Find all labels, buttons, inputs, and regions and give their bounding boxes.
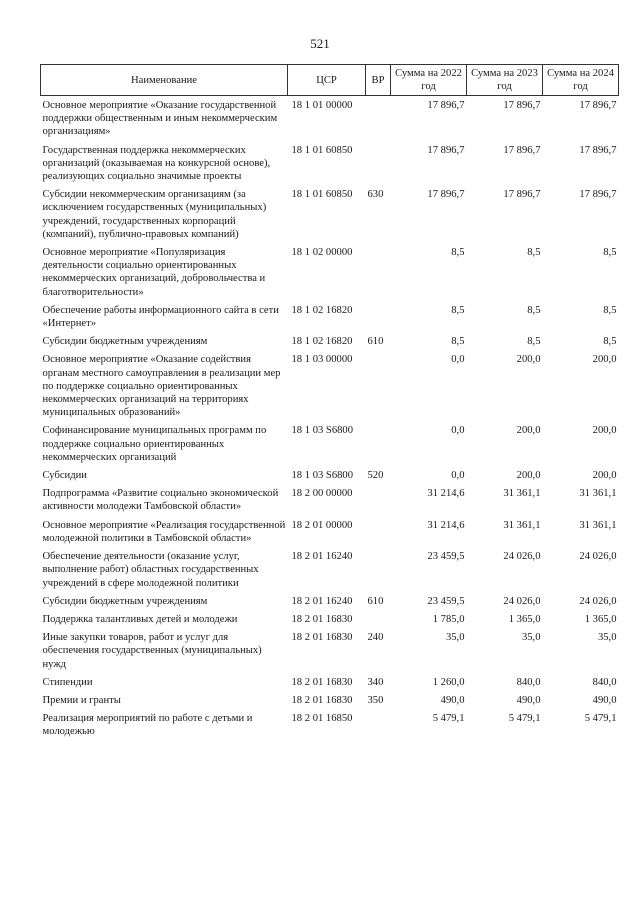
row-sum-2024: 17 896,7 <box>579 144 617 156</box>
row-sum-2023: 17 896,7 <box>503 189 541 201</box>
row-name: Реализация мероприятий по работе с детьми и молодежью <box>42 713 253 738</box>
row-csr: 18 2 01 16830 <box>291 632 353 644</box>
row-name: Премии и гранты <box>42 694 121 706</box>
row-csr: 18 1 03 00000 <box>291 354 353 366</box>
row-sum-2023: 31 361,1 <box>503 519 541 531</box>
row-sum-2024: 490,0 <box>592 694 617 706</box>
row-csr: 18 1 02 16820 <box>291 304 353 316</box>
row-sum-2024: 8,5 <box>603 304 617 316</box>
table-row <box>41 96 619 141</box>
row-sum-2022: 17 896,7 <box>427 189 465 201</box>
table-row <box>41 691 619 709</box>
row-sum-2023: 31 361,1 <box>503 488 541 500</box>
table-row <box>41 141 619 186</box>
table-row <box>41 516 619 547</box>
row-name: Основное мероприятие «Популяризация деятельности социально ориентированных некоммерческих организаций, добровольчества и благотворительности» <box>42 247 266 298</box>
row-vr <box>366 547 391 592</box>
row-csr: 18 2 00 00000 <box>291 488 353 500</box>
row-vr <box>366 484 391 515</box>
row-name: Иные закупки товаров, работ и услуг для обеспечения государственных (муниципальных) нужд <box>42 632 262 670</box>
row-sum-2024: 17 896,7 <box>579 100 617 111</box>
row-sum-2022: 8,5 <box>451 247 465 259</box>
table-row <box>41 421 619 466</box>
row-sum-2022: 0,0 <box>451 470 465 482</box>
table-row <box>41 709 619 740</box>
row-sum-2024: 1 365,0 <box>584 613 617 625</box>
row-csr: 18 2 01 16240 <box>291 595 353 607</box>
row-name: Основное мероприятие «Оказание государственной поддержки общественным и иным некоммерческим организациям» <box>42 100 278 138</box>
row-name: Поддержка талантливых детей и молодежи <box>42 613 238 625</box>
row-name: Государственная поддержка некоммерческих организаций (оказываемая на конкурсной основе), реализующих социально значимые проекты <box>42 144 271 183</box>
table-row <box>41 547 619 592</box>
header-csr: ЦСР <box>288 65 366 96</box>
row-sum-2024: 8,5 <box>603 247 617 259</box>
row-sum-2023: 200,0 <box>516 354 541 366</box>
row-sum-2024: 31 361,1 <box>579 488 617 500</box>
row-sum-2024: 8,5 <box>603 336 617 348</box>
row-sum-2024: 31 361,1 <box>579 519 617 531</box>
row-sum-2022: 1 785,0 <box>432 613 465 625</box>
header-name: Наименование <box>41 65 288 96</box>
row-name: Субсидии бюджетным учреждениям <box>42 595 208 607</box>
row-sum-2022: 23 459,5 <box>427 551 465 563</box>
row-csr: 18 1 01 60850 <box>291 144 353 156</box>
row-vr <box>366 709 391 740</box>
row-csr: 18 1 03 S6800 <box>291 470 354 482</box>
table-row <box>41 592 619 610</box>
table-row <box>41 301 619 332</box>
row-sum-2024: 24 026,0 <box>579 551 617 563</box>
row-vr <box>366 141 391 186</box>
row-sum-2023: 200,0 <box>516 470 541 482</box>
row-vr: 630 <box>367 189 384 201</box>
row-name: Основное мероприятие «Реализация государственной молодежной политики в Тамбовской области» <box>42 519 286 544</box>
row-sum-2023: 17 896,7 <box>503 100 541 111</box>
budget-table <box>40 64 619 741</box>
row-sum-2023: 200,0 <box>516 425 541 437</box>
header-sum-2023: Сумма на 2023 год <box>467 65 543 96</box>
table-row <box>41 673 619 691</box>
row-csr: 18 2 01 16830 <box>291 676 353 688</box>
table-row <box>41 243 619 301</box>
row-csr: 18 2 01 16850 <box>291 713 353 725</box>
row-name: Стипендии <box>42 676 93 688</box>
row-csr: 18 1 02 16820 <box>291 336 353 348</box>
row-sum-2022: 23 459,5 <box>427 595 465 607</box>
table-row <box>41 628 619 673</box>
row-csr: 18 1 03 S6800 <box>291 425 354 437</box>
row-sum-2022: 8,5 <box>451 304 465 316</box>
row-sum-2022: 35,0 <box>445 632 465 644</box>
row-vr <box>366 610 391 628</box>
row-sum-2023: 8,5 <box>527 336 541 348</box>
row-vr: 610 <box>367 595 384 607</box>
row-sum-2023: 840,0 <box>516 676 541 688</box>
row-sum-2022: 17 896,7 <box>427 100 465 111</box>
row-sum-2023: 24 026,0 <box>503 551 541 563</box>
row-csr: 18 2 01 00000 <box>291 519 353 531</box>
row-name: Софинансирование муниципальных программ по поддержке социально ориентированных некоммерческих организаций <box>42 425 267 463</box>
row-sum-2024: 200,0 <box>592 425 617 437</box>
row-vr <box>366 350 391 421</box>
row-sum-2022: 17 896,7 <box>427 144 465 156</box>
row-sum-2023: 5 479,1 <box>508 713 541 725</box>
row-sum-2024: 5 479,1 <box>584 713 617 725</box>
row-name: Обеспечение деятельности (оказание услуг, выполнение работ) областных государственных учреждений в сфере молодежной политики <box>42 551 259 589</box>
row-vr <box>366 243 391 301</box>
row-vr: 340 <box>367 676 384 688</box>
row-vr: 240 <box>367 632 384 644</box>
row-sum-2022: 0,0 <box>451 425 465 437</box>
row-vr: 350 <box>367 694 384 706</box>
row-sum-2022: 0,0 <box>451 354 465 366</box>
row-vr <box>366 516 391 547</box>
row-csr: 18 2 01 16830 <box>291 694 353 706</box>
row-sum-2023: 17 896,7 <box>503 144 541 156</box>
table-row <box>41 332 619 350</box>
table-row <box>41 185 619 243</box>
row-name: Подпрограмма «Развитие социально экономической активности молодежи Тамбовской области» <box>42 488 279 513</box>
row-name: Обеспечение работы информационного сайта в сети «Интернет» <box>42 304 279 330</box>
row-sum-2022: 5 479,1 <box>432 713 465 725</box>
row-sum-2024: 24 026,0 <box>579 595 617 607</box>
row-csr: 18 2 01 16240 <box>291 551 353 563</box>
table-row <box>41 350 619 421</box>
row-sum-2024: 35,0 <box>597 632 617 644</box>
row-vr <box>366 421 391 466</box>
row-sum-2024: 200,0 <box>592 354 617 366</box>
row-vr: 610 <box>367 336 384 348</box>
page-number: 521 <box>310 36 330 51</box>
header-sum-2024: Сумма на 2024 год <box>543 65 619 96</box>
row-sum-2023: 490,0 <box>516 694 541 706</box>
row-sum-2024: 840,0 <box>592 676 617 688</box>
row-vr: 520 <box>367 470 384 482</box>
header-vr: ВР <box>366 65 391 96</box>
table-header-row <box>41 65 619 96</box>
row-sum-2024: 17 896,7 <box>579 189 617 201</box>
row-csr: 18 1 01 60850 <box>291 189 353 201</box>
row-sum-2022: 8,5 <box>451 336 465 348</box>
row-vr <box>366 96 391 141</box>
row-sum-2023: 1 365,0 <box>508 613 541 625</box>
row-sum-2022: 1 260,0 <box>432 676 465 688</box>
row-sum-2023: 35,0 <box>521 632 541 644</box>
header-sum-2022: Сумма на 2022 год <box>391 65 467 96</box>
table-row <box>41 466 619 484</box>
row-csr: 18 2 01 16830 <box>291 613 353 625</box>
row-sum-2023: 24 026,0 <box>503 595 541 607</box>
table-row <box>41 610 619 628</box>
row-csr: 18 1 01 00000 <box>291 100 353 111</box>
row-sum-2022: 31 214,6 <box>427 488 465 500</box>
row-sum-2023: 8,5 <box>527 304 541 316</box>
row-sum-2022: 31 214,6 <box>427 519 465 531</box>
row-sum-2023: 8,5 <box>527 247 541 259</box>
row-name: Основное мероприятие «Оказание содействия органам местного самоуправления в реализации мер по поддержке социально ориентированных некоммерческих организаций на территориях муниципальных образований» <box>42 354 281 419</box>
table-body <box>41 96 619 741</box>
row-sum-2024: 200,0 <box>592 470 617 482</box>
row-csr: 18 1 02 00000 <box>291 247 353 259</box>
row-sum-2022: 490,0 <box>440 694 465 706</box>
table-row <box>41 484 619 515</box>
row-name: Субсидии бюджетным учреждениям <box>42 336 208 348</box>
row-name: Субсидии некоммерческим организациям (за исключением государственных (муниципальных) учреждений, государственных корпораций (компаний), публично-правовых компаний) <box>42 189 267 240</box>
row-vr <box>366 301 391 332</box>
row-name: Субсидии <box>42 470 87 482</box>
